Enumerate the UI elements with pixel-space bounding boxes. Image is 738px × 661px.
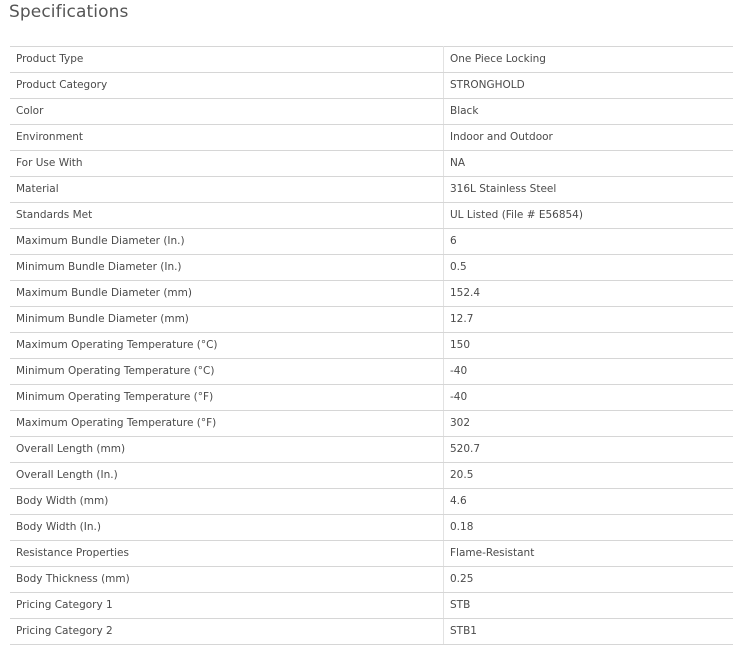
- spec-value: 520.7: [444, 437, 734, 463]
- spec-value: 6: [444, 229, 734, 255]
- spec-row: [10, 619, 733, 645]
- spec-label: Maximum Operating Temperature (°C): [10, 333, 444, 359]
- spec-label: Body Thickness (mm): [10, 567, 444, 593]
- spec-label: Environment: [10, 125, 444, 151]
- spec-value: STB: [444, 593, 734, 619]
- spec-row: [10, 489, 733, 515]
- spec-label: Pricing Category 2: [10, 619, 444, 645]
- spec-value: -40: [444, 385, 734, 411]
- spec-row: [10, 463, 733, 489]
- spec-row: [10, 99, 733, 125]
- spec-label: Overall Length (In.): [10, 463, 444, 489]
- spec-row: [10, 385, 733, 411]
- spec-value: NA: [444, 151, 734, 177]
- spec-label: Maximum Operating Temperature (°F): [10, 411, 444, 437]
- spec-row: [10, 255, 733, 281]
- spec-value: Flame-Resistant: [444, 541, 734, 567]
- spec-row: [10, 567, 733, 593]
- spec-row: [10, 47, 733, 73]
- spec-row: [10, 229, 733, 255]
- spec-row: [10, 437, 733, 463]
- spec-label: Material: [10, 177, 444, 203]
- spec-value: 0.5: [444, 255, 734, 281]
- spec-label: For Use With: [10, 151, 444, 177]
- spec-label: Pricing Category 1: [10, 593, 444, 619]
- spec-value: UL Listed (File # E56854): [444, 203, 734, 229]
- spec-row: [10, 359, 733, 385]
- spec-label: Minimum Bundle Diameter (mm): [10, 307, 444, 333]
- spec-label: Minimum Bundle Diameter (In.): [10, 255, 444, 281]
- spec-value: One Piece Locking: [444, 47, 734, 73]
- spec-row: [10, 411, 733, 437]
- spec-row: [10, 73, 733, 99]
- spec-value: 4.6: [444, 489, 734, 515]
- spec-label: Resistance Properties: [10, 541, 444, 567]
- spec-label: Product Type: [10, 47, 444, 73]
- spec-value: 302: [444, 411, 734, 437]
- spec-label: Color: [10, 99, 444, 125]
- spec-label: Body Width (mm): [10, 489, 444, 515]
- spec-label: Overall Length (mm): [10, 437, 444, 463]
- spec-value: 152.4: [444, 281, 734, 307]
- spec-value: STRONGHOLD: [444, 73, 734, 99]
- spec-row: [10, 541, 733, 567]
- spec-row: [10, 151, 733, 177]
- spec-row: [10, 203, 733, 229]
- section-title: Specifications: [9, 2, 129, 22]
- spec-value: 0.25: [444, 567, 734, 593]
- spec-label: Maximum Bundle Diameter (mm): [10, 281, 444, 307]
- spec-label: Standards Met: [10, 203, 444, 229]
- spec-value: 12.7: [444, 307, 734, 333]
- spec-row: [10, 125, 733, 151]
- spec-label: Product Category: [10, 73, 444, 99]
- spec-value: Indoor and Outdoor: [444, 125, 734, 151]
- spec-value: 0.18: [444, 515, 734, 541]
- spec-value: Black: [444, 99, 734, 125]
- spec-label: Minimum Operating Temperature (°C): [10, 359, 444, 385]
- spec-label: Body Width (In.): [10, 515, 444, 541]
- spec-value: 20.5: [444, 463, 734, 489]
- spec-value: STB1: [444, 619, 734, 645]
- spec-row: [10, 593, 733, 619]
- spec-label: Minimum Operating Temperature (°F): [10, 385, 444, 411]
- spec-value: 150: [444, 333, 734, 359]
- specifications-table: [10, 46, 733, 645]
- spec-value: -40: [444, 359, 734, 385]
- specifications-table-body: [10, 47, 733, 645]
- spec-row: [10, 333, 733, 359]
- spec-row: [10, 177, 733, 203]
- spec-row: [10, 281, 733, 307]
- spec-value: 316L Stainless Steel: [444, 177, 734, 203]
- spec-row: [10, 307, 733, 333]
- spec-label: Maximum Bundle Diameter (In.): [10, 229, 444, 255]
- spec-row: [10, 515, 733, 541]
